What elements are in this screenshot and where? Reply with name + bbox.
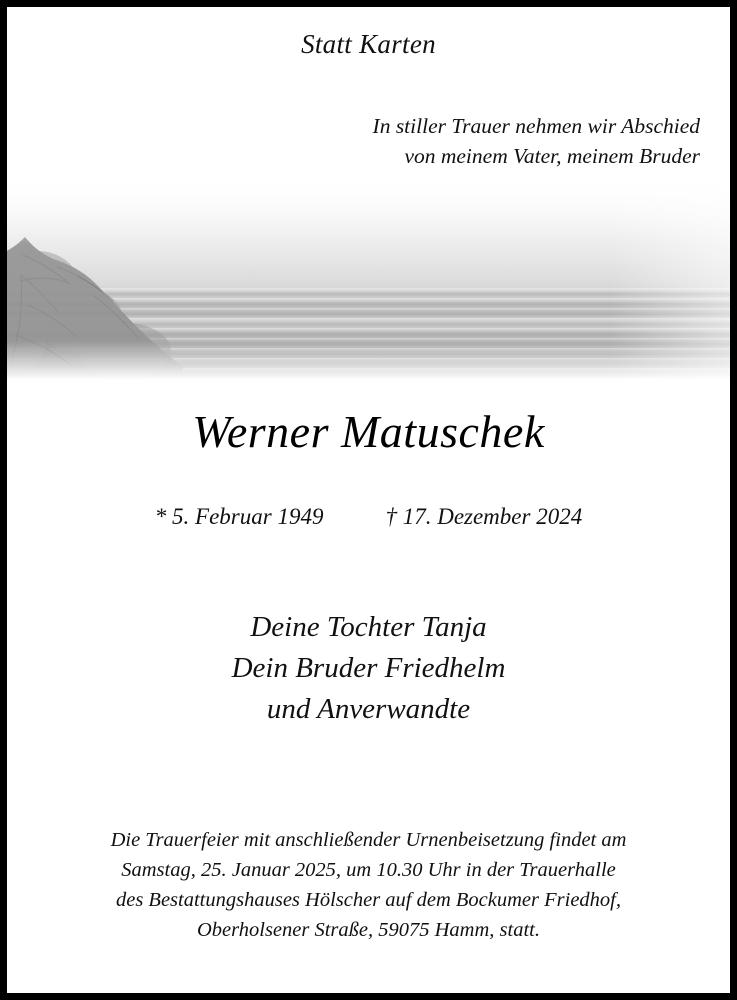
birth-date: * 5. Februar 1949 — [154, 504, 324, 529]
service-line-1: Die Trauerfeier mit anschließender Urnenbeisetzung findet am — [110, 829, 627, 851]
family-line-1: Deine Tochter Tanja — [250, 611, 487, 643]
family-line-3: und Anverwandte — [266, 693, 471, 725]
photo-bottom-fade — [7, 340, 730, 380]
service-line-3: des Bestattungshauses Hölscher auf dem Bockumer Friedhof, — [115, 889, 621, 911]
page-title: Statt Karten — [301, 29, 436, 59]
intro-line-1: In stiller Trauer nehmen wir Abschied — [372, 114, 700, 138]
death-date: † 17. Dezember 2024 — [385, 504, 583, 529]
service-details — [41, 825, 696, 945]
deceased-name: Werner Matuschek — [192, 406, 545, 457]
obituary-inner — [7, 7, 730, 993]
service-line-2: Samstag, 25. Januar 2025, um 10.30 Uhr in der Trauerhalle — [121, 859, 616, 881]
family-line-2: Dein Bruder Friedhelm — [231, 652, 506, 684]
photo-top-fade — [7, 175, 730, 245]
family-block — [7, 607, 730, 730]
intro-line-2: von meinem Vater, meinem Bruder — [404, 144, 700, 168]
lake-photo — [7, 175, 730, 380]
service-line-4: Oberholsener Straße, 59075 Hamm, statt. — [197, 919, 540, 941]
life-dates — [7, 504, 730, 530]
